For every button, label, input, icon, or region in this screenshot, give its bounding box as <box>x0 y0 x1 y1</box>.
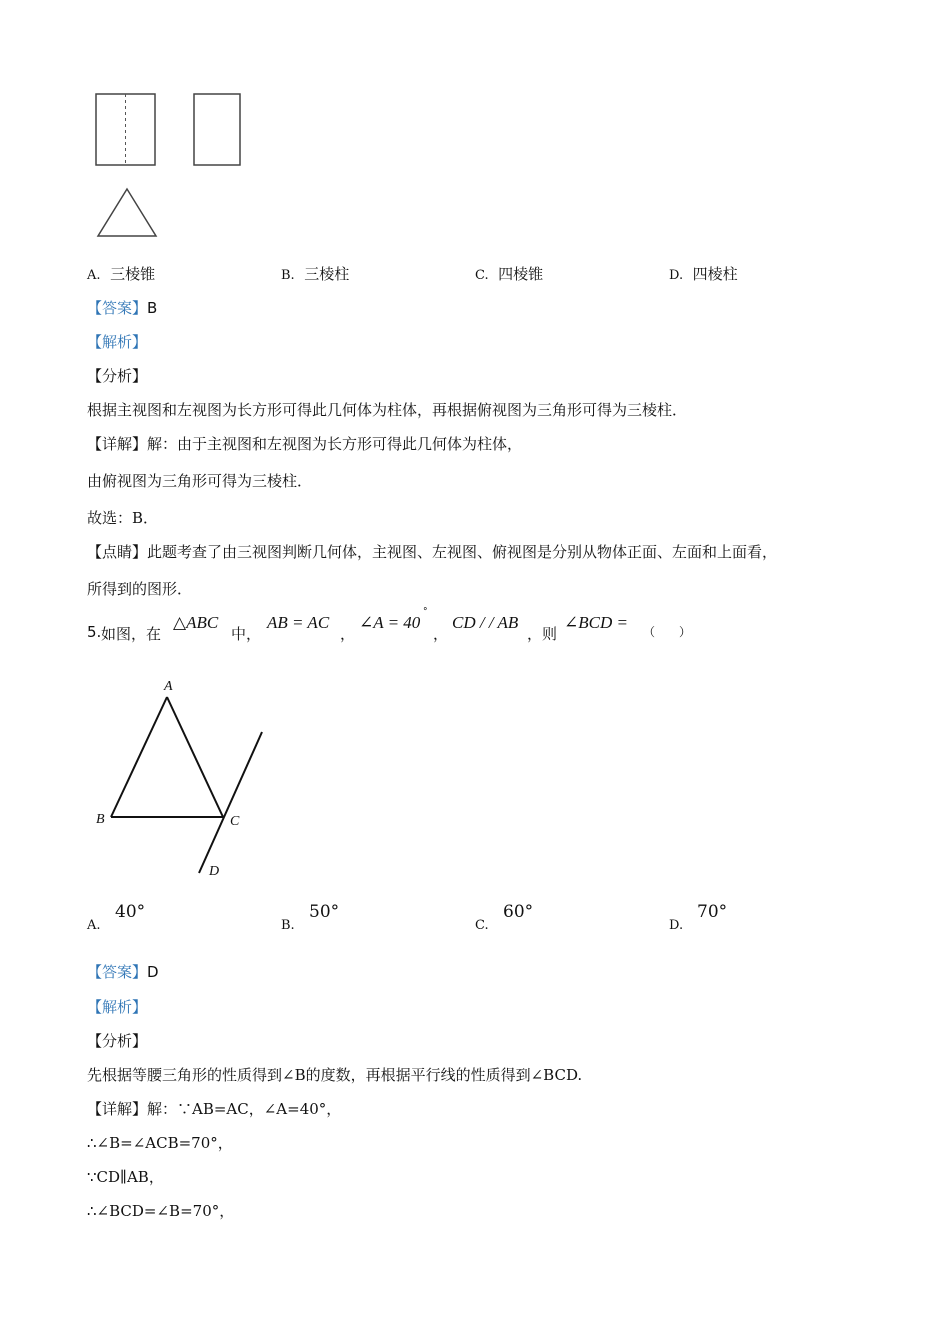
separator: ，则 <box>527 625 558 643</box>
separator: ， <box>433 625 449 643</box>
line-cd <box>199 732 262 873</box>
answer-tag: 【答案】 <box>87 299 148 317</box>
q4-detail-line-2: 由俯视图为三角形可得为三棱柱． <box>87 472 313 490</box>
separator: ， <box>340 625 356 643</box>
answer-value: D <box>147 963 159 981</box>
side-ac <box>167 697 223 817</box>
option-text: 四棱锥 <box>498 265 544 283</box>
option-letter: B. <box>281 268 295 283</box>
answer-value: B <box>147 299 158 317</box>
q5-option-d <box>669 902 789 932</box>
point-label-d: D <box>209 864 220 879</box>
q4-fenxi-text: 根据主视图和左视图为长方形可得此几何体为柱体，再根据俯视图为三角形可得为三棱柱． <box>87 401 688 419</box>
stem-prefix: 如图，在 <box>101 625 162 643</box>
condition-cd-parallel-ab: CD / / AB <box>452 613 519 632</box>
option-letter: C. <box>475 268 489 283</box>
condition-angle-a: ∠A = 40 <box>359 613 421 632</box>
q5-fenxi-text: 先根据等腰三角形的性质得到∠B的度数，再根据平行线的性质得到∠BCD. <box>87 1066 583 1084</box>
side-ab <box>111 697 167 817</box>
option-letter: A. <box>87 918 101 933</box>
q5-detail-line-4: ∴∠BCD=∠B=70°， <box>87 1202 235 1220</box>
q5-option-b <box>281 902 401 932</box>
degree-mark: ° <box>423 607 428 617</box>
option-text: 三棱柱 <box>304 265 350 283</box>
q5-detail-line-1: 【详解】解：∵AB=AC，∠A=40°， <box>87 1100 342 1118</box>
option-value: 50° <box>309 902 340 922</box>
q5-option-c <box>475 902 595 932</box>
q5-detail-line-2: ∴∠B=∠ACB=70°， <box>87 1134 233 1152</box>
question-angle-bcd: ∠BCD = <box>564 613 628 632</box>
option-letter: D. <box>669 918 684 933</box>
option-text: 四棱柱 <box>692 265 738 283</box>
q4-option-d <box>669 263 738 284</box>
option-value: 70° <box>697 902 728 922</box>
q4-comment-line-2: 所得到的图形． <box>87 580 193 598</box>
condition-ab-ac: AB = AC <box>267 613 330 632</box>
triangle-abc: △ABC <box>173 613 219 632</box>
q4-detail-line-1: 【详解】解：由于主视图和左视图为长方形可得此几何体为柱体， <box>87 435 523 453</box>
option-value: 60° <box>503 902 534 922</box>
q4-analysis-tag: 【解析】 <box>87 333 148 351</box>
q5-analysis-tag: 【解析】 <box>87 998 148 1016</box>
option-letter: B. <box>281 918 295 933</box>
q4-option-c <box>475 263 543 284</box>
q4-comment-line-1: 【点睛】此题考查了由三视图判断几何体，主视图、左视图、俯视图是分别从物体正面、左面和上面看， <box>87 543 778 561</box>
vertex-label-c: C <box>230 814 240 829</box>
q5-answer <box>87 961 159 982</box>
q4-choice: 故选：B． <box>87 509 159 527</box>
option-letter: D. <box>669 268 684 283</box>
vertex-label-b: B <box>96 812 105 827</box>
q5-detail-line-3: ∵CD∥AB， <box>87 1168 164 1186</box>
triangle-figure <box>0 0 300 900</box>
q5-option-a <box>87 902 207 932</box>
answer-tag: 【答案】 <box>87 963 148 981</box>
answer-paren: （ ） <box>643 625 692 639</box>
option-value: 40° <box>115 902 146 922</box>
stem-in: 中， <box>231 625 262 643</box>
q4-fenxi-tag: 【分析】 <box>87 367 148 385</box>
option-text: 三棱锥 <box>110 265 156 283</box>
vertex-label-a: A <box>164 679 173 694</box>
question-number: 5. <box>87 623 102 641</box>
option-letter: A. <box>87 268 101 283</box>
q5-fenxi-tag: 【分析】 <box>87 1032 148 1050</box>
option-letter: C. <box>475 918 489 933</box>
